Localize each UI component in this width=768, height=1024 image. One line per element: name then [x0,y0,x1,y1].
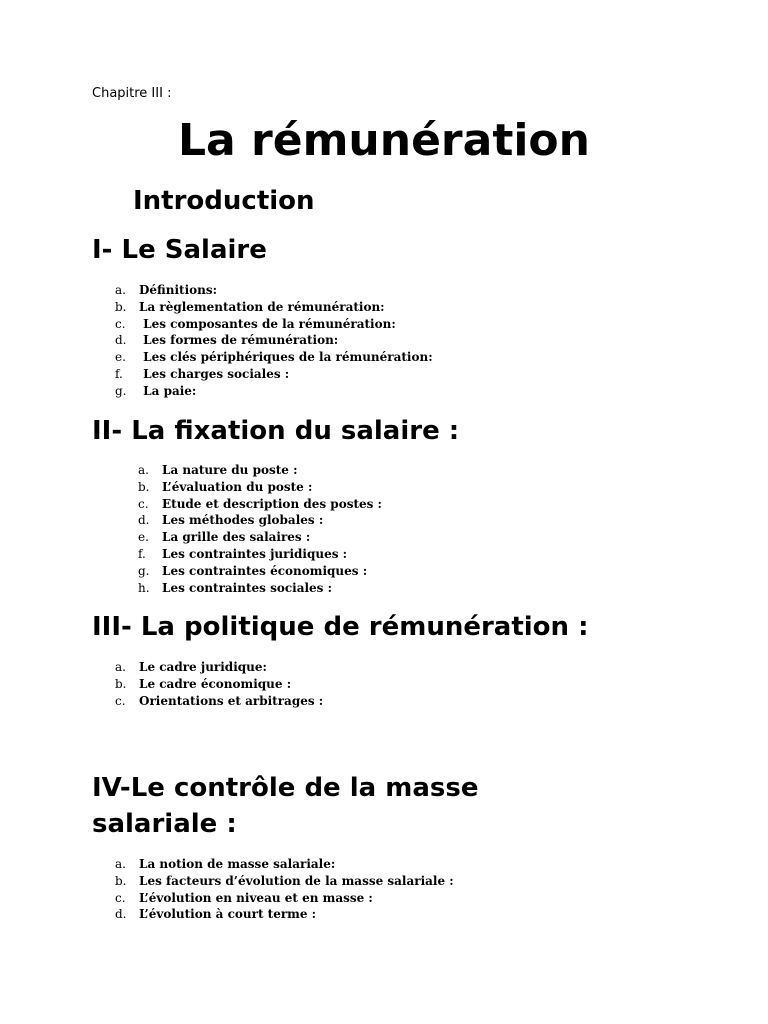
list-letter: d. [115,907,127,922]
list-item [138,496,382,513]
list-item-text: La nature du poste : [162,463,298,477]
list-letter: e. [115,350,126,365]
list-item-text: Les contraintes économiques : [162,563,368,578]
list-item-text: La règlementation de rémunération: [139,299,385,314]
list-item [138,529,382,546]
list-item-text: La paie: [139,383,197,398]
section-list-4 [115,856,454,923]
list-letter: b. [115,299,127,314]
list-item [115,299,433,316]
list-letter: c. [115,316,126,331]
list-item [138,462,382,479]
list-item [115,332,433,349]
list-item-text: Le cadre économique : [139,676,292,691]
chapter-label: Chapitre III : [92,86,172,101]
list-letter: a. [115,660,126,674]
list-letter: a. [115,857,126,871]
list-letter: e. [138,530,149,545]
list-item-text: L’évolution en niveau et en masse : [139,890,373,905]
list-item-text: L’évolution à court terme : [139,907,317,922]
section-list-2 [138,462,382,596]
list-item [115,282,433,299]
list-letter: b. [138,479,150,494]
list-item [115,659,323,676]
list-item-text: Etude et description des postes : [162,496,382,511]
section-heading-1: I- Le Salaire [92,235,267,265]
list-item-text: Les formes de rémunération: [139,333,339,348]
list-letter: f. [138,546,146,561]
list-letter: f. [115,366,123,381]
list-item-text: Les composantes de la rémunération: [139,316,396,331]
section-heading-4: IV-Le contrôle de la masse salariale : [92,773,479,839]
document-title: La rémunération [178,115,590,166]
section-list-3 [115,659,323,709]
list-item [115,676,323,693]
list-item [115,856,454,873]
list-item [115,316,433,333]
list-letter: d. [138,513,150,528]
section-heading-2: II- La fixation du salaire : [92,416,460,446]
list-item [115,890,454,907]
list-item [115,383,433,400]
list-letter: c. [115,693,126,708]
list-item [138,479,382,496]
introduction-heading: Introduction [133,186,315,216]
list-item-text: Les facteurs d’évolution de la masse salariale : [139,873,454,888]
list-letter: g. [115,383,127,398]
list-letter: a. [138,463,149,477]
list-letter: d. [115,333,127,348]
list-item-text: L’évaluation du poste : [162,479,313,494]
list-item [138,563,382,580]
section-heading-3: III- La politique de rémunération : [92,612,589,642]
list-item-text: Les contraintes juridiques : [162,546,348,561]
list-item-text: La grille des salaires : [162,530,311,545]
list-item-text: Définitions: [139,283,218,297]
list-item [138,580,382,597]
list-letter: c. [115,890,126,905]
list-item [115,693,323,710]
list-item [115,873,454,890]
list-item [138,512,382,529]
list-item-text: Les contraintes sociales : [162,580,333,595]
section-list-1 [115,282,433,400]
list-item [115,366,433,383]
list-letter: c. [138,496,149,511]
list-item-text: Orientations et arbitrages : [139,693,324,708]
list-item-text: Le cadre juridique: [139,660,267,674]
list-item-text: Les méthodes globales : [162,513,324,528]
list-letter: a. [115,283,126,297]
list-item-text: La notion de masse salariale: [139,857,336,871]
list-item-text: Les clés périphériques de la rémunération: [139,350,433,365]
list-letter: g. [138,563,150,578]
list-item-text: Les charges sociales : [139,366,290,381]
list-letter: b. [115,873,127,888]
list-item [138,546,382,563]
list-letter: b. [115,676,127,691]
list-item [115,906,454,923]
list-letter: h. [138,580,150,595]
list-item [115,349,433,366]
